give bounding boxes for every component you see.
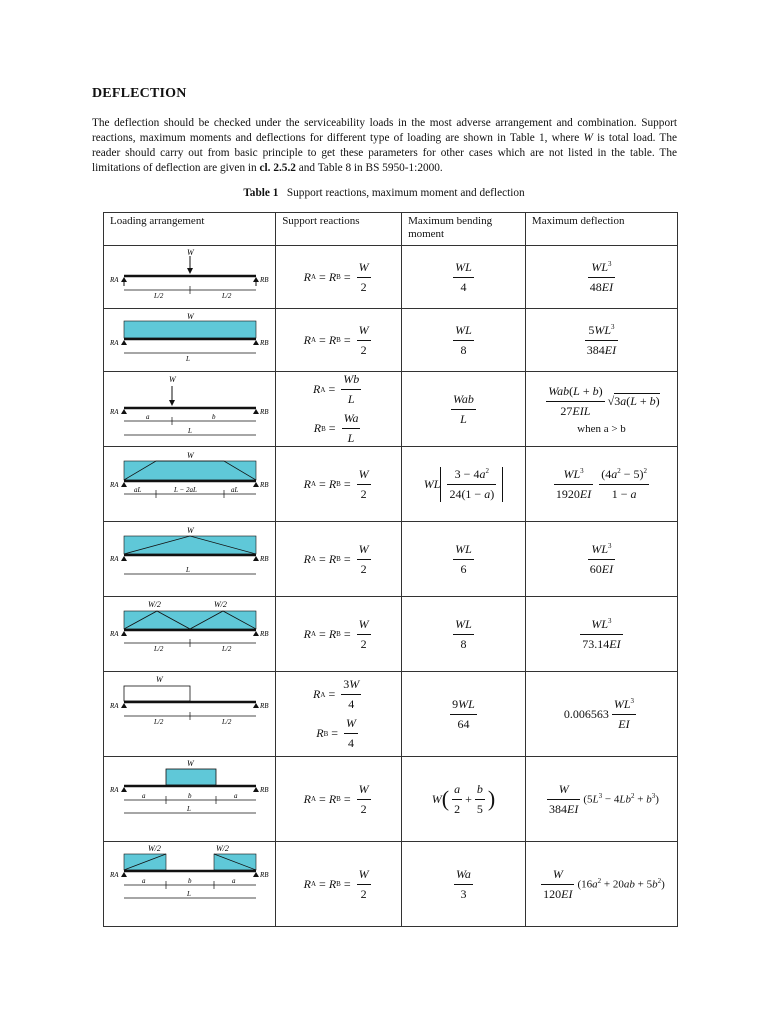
deflection-formula: $\frac{W}{384EI}$ $(5L^3 - 4Lb^2 + b^3)$ — [549, 781, 659, 816]
support-right: RB — [260, 786, 269, 794]
table-row — [104, 757, 678, 842]
header-moment: Maximum bending moment — [402, 213, 526, 246]
support-right: RB — [260, 555, 269, 563]
table-row — [104, 597, 678, 672]
deflection-formula: $\frac{WL^3}{1920EI}$ $\frac{(4a^2 - 5)^2}{1 - a}$ — [555, 466, 647, 501]
load-label: W — [187, 312, 194, 321]
moment-formula: $\frac{WL}{8}$ — [455, 616, 472, 651]
support-right: RB — [260, 630, 269, 638]
reaction-formula: R A = R B = $\frac{W}{2}$ — [303, 541, 369, 576]
dim-label: L/2 — [222, 718, 232, 726]
dim-label: a — [146, 413, 150, 421]
para-text-1: The deflection should be checked under the serviceability loads in the most adverse arrangement and combination. Support reactions, maximum moments and deflections for different type of loading are shown in Table 1, where — [92, 117, 677, 144]
table-row — [104, 309, 678, 372]
support-right: RB — [260, 871, 269, 879]
dim-label: L — [186, 355, 190, 363]
beam-diagram — [104, 522, 274, 596]
deflection-formula: $\frac{\text{Wab(L + b)}}{\text{27EIL}}$ √ 3a(L + b) when a > b — [548, 383, 660, 435]
dim-label: b — [212, 413, 216, 421]
load-label: W/2 — [148, 844, 161, 853]
beam-diagram — [104, 842, 274, 926]
support-left: RA — [110, 481, 119, 489]
support-left: RA — [110, 630, 119, 638]
table-row — [104, 842, 678, 927]
table-row — [104, 447, 678, 522]
dim-label: a — [232, 877, 236, 885]
dim-label: aL — [134, 486, 142, 494]
table-row — [104, 372, 678, 447]
support-left: RA — [110, 702, 119, 710]
dim-label: a — [142, 877, 146, 885]
support-right: RB — [260, 276, 269, 284]
header-deflection: Maximum deflection — [525, 213, 677, 246]
para-text-3: and Table 8 in BS 5950-1:2000. — [295, 162, 443, 174]
dim-label: L — [188, 427, 192, 435]
reaction-formula: R A = $\frac{Wb}{L}$ R B = $\frac{Wa}{L}$ — [313, 372, 360, 445]
deflection-coef: 0.006563 — [563, 706, 609, 721]
load-label: W — [156, 675, 163, 684]
moment-formula: $\frac{WL}{4}$ — [455, 259, 472, 294]
deflection-formula: $\frac{5WL^3}{384EI}$ — [586, 322, 617, 357]
para-text-2: is total load. The reader should carry out from basic principle to get these parameters for other cases which are not listed in the table. The limitations of deflection are given in — [92, 132, 677, 174]
dim-label: a — [234, 792, 238, 800]
support-right: RB — [260, 481, 269, 489]
reaction-formula: R A = R B = $\frac{W}{2}$ — [303, 466, 369, 501]
dim-label: aL — [231, 486, 239, 494]
dim-label: L — [187, 805, 191, 813]
table-row — [104, 246, 678, 309]
support-right: RB — [260, 339, 269, 347]
deflection-formula: $\frac{WL^3}{60EI}$ — [589, 541, 614, 576]
beam-diagram — [104, 757, 274, 841]
load-label: W — [187, 759, 194, 768]
load-label: W — [187, 451, 194, 460]
beam-diagram — [104, 246, 274, 308]
deflection-formula: $\frac{W}{120EI}$ $(16a^2 + 20ab + 5b^2)$ — [543, 866, 665, 901]
table-caption — [0, 187, 768, 199]
caption-label: Table 1 — [243, 187, 279, 199]
beam-diagram — [104, 372, 274, 446]
moment-formula: $\frac{\text{Wab}}{L}$ — [453, 391, 474, 426]
beam-diagram — [104, 597, 274, 671]
reaction-formula: R A = R B = $\frac{W}{2}$ — [303, 322, 369, 357]
deflection-note: when a > b — [577, 422, 626, 435]
dim-label: b — [188, 877, 192, 885]
support-left: RA — [110, 408, 119, 416]
load-label: W/2 — [214, 600, 227, 609]
dim-label: L/2 — [154, 718, 164, 726]
dim-label: L/2 — [154, 292, 164, 300]
reaction-formula: R A = R B = $\frac{W}{2}$ — [303, 259, 369, 294]
support-left: RA — [110, 276, 119, 284]
deflection-formula: 0.006563 $\frac{WL^3}{EI}$ — [563, 696, 635, 731]
beam-diagram — [104, 672, 274, 756]
beam-diagram — [104, 309, 274, 371]
moment-formula: WL $\frac{3 - 4a^2}{24(1 - a)}$ — [402, 467, 525, 502]
load-label: W/2 — [216, 844, 229, 853]
load-label: W/2 — [148, 600, 161, 609]
moment-formula: $\frac{Wa}{3}$ — [456, 866, 471, 901]
dim-label: L — [187, 890, 191, 898]
reaction-formula: R A = R B = $\frac{W}{2}$ — [303, 616, 369, 651]
dim-label: a — [142, 792, 146, 800]
reaction-formula: R A = R B = $\frac{W}{2}$ — [303, 781, 369, 816]
load-label: W — [169, 375, 176, 384]
header-reactions: Support reactions — [276, 213, 402, 246]
caption-text: Support reactions, maximum moment and deflection — [286, 187, 525, 199]
support-right: RB — [260, 702, 269, 710]
table-row — [104, 672, 678, 757]
reaction-formula: R A = $\frac{3W}{4}$ R B = $\frac{W}{4}$ — [313, 677, 360, 750]
moment-formula: W ( $\frac{a}{2}$ + $\frac{b}{5}$ ) — [431, 781, 496, 816]
table-header-row — [104, 213, 678, 246]
section-heading: DEFLECTION — [92, 86, 187, 101]
dim-label: L — [186, 566, 190, 574]
moment-formula: $\frac{9WL}{64}$ — [452, 696, 475, 731]
support-left: RA — [110, 555, 119, 563]
moment-formula: $\frac{WL}{8}$ — [455, 322, 472, 357]
dim-label: L − 2aL — [174, 486, 197, 494]
results-table — [103, 212, 678, 927]
dim-label: L/2 — [222, 292, 232, 300]
deflection-formula: $\frac{WL^3}{48EI}$ — [589, 259, 614, 294]
header-loading: Loading arrangement — [104, 213, 276, 246]
support-left: RA — [110, 339, 119, 347]
para-ref: cl. 2.5.2 — [259, 162, 296, 174]
support-left: RA — [110, 871, 119, 879]
dim-label: L/2 — [154, 645, 164, 653]
load-label: W — [187, 248, 194, 257]
intro-paragraph — [92, 116, 677, 176]
load-label: W — [187, 526, 194, 535]
beam-diagram — [104, 447, 274, 521]
dim-label: b — [188, 792, 192, 800]
moment-formula: $\frac{WL}{6}$ — [455, 541, 472, 576]
support-right: RB — [260, 408, 269, 416]
support-left: RA — [110, 786, 119, 794]
table-row — [104, 522, 678, 597]
reaction-formula: R A = R B = $\frac{W}{2}$ — [303, 866, 369, 901]
deflection-formula: $\frac{WL^3}{73.14EI}$ — [582, 616, 621, 651]
para-var: W — [583, 132, 593, 144]
dim-label: L/2 — [222, 645, 232, 653]
